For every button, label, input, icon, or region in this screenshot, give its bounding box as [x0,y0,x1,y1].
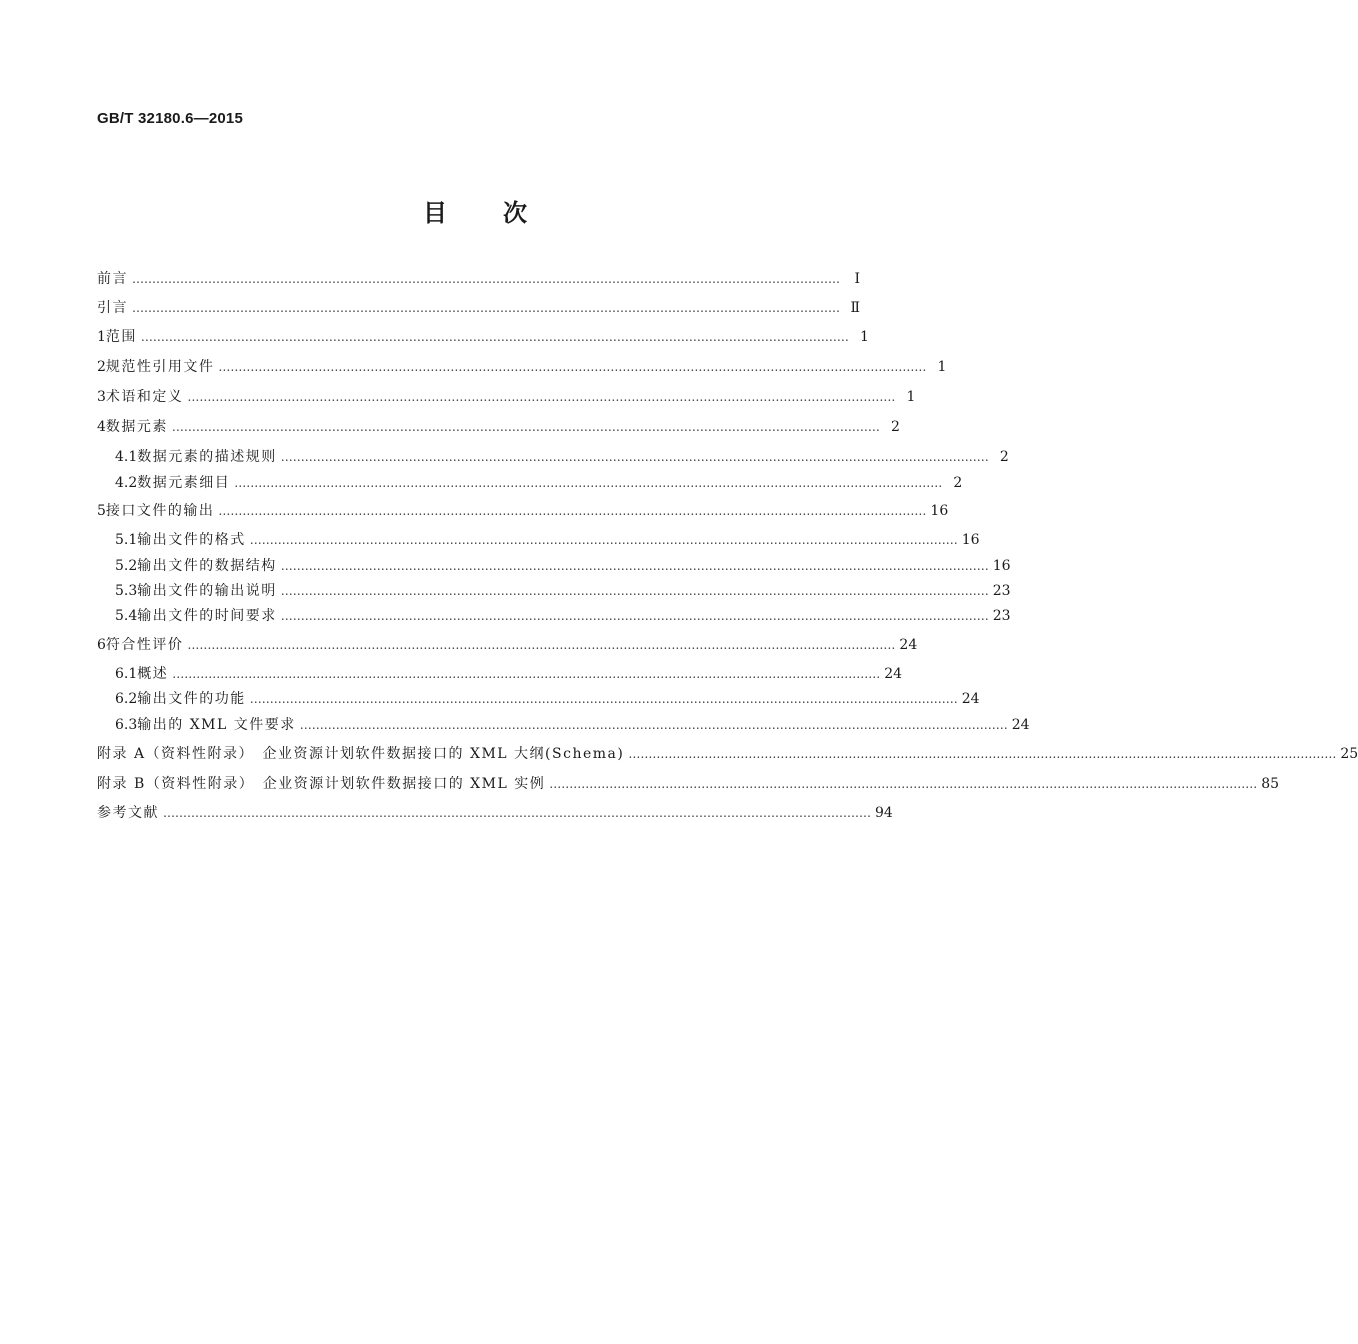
toc-page-number: 94 [875,805,893,821]
standard-id: GB/T 32180.6—2015 [97,110,243,127]
toc-page-number: 1 [860,329,869,345]
toc-leader-dots: …………………………………………………………………………………………………………………………………………………………… [132,272,840,286]
toc-section-number: 4 [97,419,106,435]
toc-section-number: 4.1 [115,449,138,465]
toc-leader-dots: …………………………………………………………………………………………………………………………………………………………… [549,777,1258,791]
toc-leader-dots: …………………………………………………………………………………………………………………………………………………………… [628,747,1337,761]
toc-leader-dots: …………………………………………………………………………………………………………………………………………………………… [218,360,927,374]
toc-label: 接口文件的输出 [105,503,215,519]
toc-leader-dots: …………………………………………………………………………………………………………………………………………………………… [187,390,896,404]
toc-label: 前言 [97,271,128,287]
toc-label: 输出文件的数据结构 [137,558,277,574]
toc-label: 规范性引用文件 [105,359,215,375]
toc-label: 概述 [137,666,169,682]
toc-entry-annex-b[interactable] [97,773,1280,795]
toc-leader-dots: …………………………………………………………………………………………………………………………………………………………… [218,504,927,518]
toc-label: 输出文件的功能 [137,691,246,707]
toc-label: 范围 [105,329,137,345]
toc-page-number: 1 [906,389,916,405]
toc-section-number: 6 [97,637,106,653]
toc-label: 输出文件的输出说明 [137,583,277,599]
toc-section-number: 5.3 [115,583,138,599]
toc-label: 符合性评价 [105,637,184,653]
toc-section-number: 6.2 [115,691,138,707]
toc-leader-dots: …………………………………………………………………………………………………………………………………………………………… [140,330,849,344]
toc-page-number: 24 [899,637,918,653]
toc-page-number: 24 [1011,717,1030,733]
toc-entry-bibliography[interactable] [97,802,893,824]
toc-leader-dots: …………………………………………………………………………………………………………………………………………………………… [249,533,958,547]
toc-entry-6[interactable] [97,634,918,656]
toc-label: 数据元素 [105,419,168,435]
toc-label: 附录 B（资料性附录） 企业资源计划软件数据接口的 XML 实例 [97,776,546,792]
toc-page-number: 24 [884,666,903,682]
toc-label: 输出的 XML 文件要求 [137,717,296,733]
toc-leader-dots: …………………………………………………………………………………………………………………………………………………………… [280,609,989,623]
toc-leader-dots: …………………………………………………………………………………………………………………………………………………………… [172,667,881,681]
toc-leader-dots: …………………………………………………………………………………………………………………………………………………………… [280,450,989,464]
toc-page-number: 16 [961,532,980,548]
toc-label: 参考文献 [97,805,159,821]
toc-page-number: 24 [961,691,980,707]
toc-page-number: 85 [1261,776,1280,792]
toc-section-number: 6.1 [115,666,138,682]
toc-page-number: 25 [1340,746,1358,762]
toc-leader-dots: …………………………………………………………………………………………………………………………………………………………… [249,692,958,706]
toc-leader-dots: …………………………………………………………………………………………………………………………………………………………… [132,301,840,315]
toc-entry-5-1[interactable] [115,529,980,551]
title-char-2: 次 [503,199,527,227]
toc-entry-5-3[interactable] [115,580,1011,602]
toc-entry-1[interactable] [97,326,869,348]
toc-page-number: 2 [999,449,1009,465]
toc-section-number: 4.2 [115,475,138,491]
toc-section-number: 5 [97,503,106,519]
page-title [0,193,950,228]
toc-section-number: 5.1 [115,532,138,548]
toc-label: 输出文件的格式 [137,532,246,548]
toc-label: 数据元素细目 [137,475,231,491]
toc-label: 输出文件的时间要求 [137,608,277,624]
toc-section-number: 5.2 [115,558,138,574]
toc-entry-6-1[interactable] [115,663,903,685]
toc-entry-foreword[interactable] [97,268,860,290]
toc-leader-dots: …………………………………………………………………………………………………………………………………………………………… [234,476,943,490]
toc-entry-6-3[interactable] [115,714,1030,736]
toc-label: 数据元素的描述规则 [137,449,277,465]
toc-leader-dots: …………………………………………………………………………………………………………………………………………………………… [171,420,880,434]
toc-entry-4-1[interactable] [115,446,1009,468]
toc-entry-5-2[interactable] [115,555,1011,577]
toc-page-number: 1 [937,359,947,375]
toc-leader-dots: …………………………………………………………………………………………………………………………………………………………… [280,559,989,573]
toc-section-number: 6.3 [115,717,138,733]
toc-entry-5-4[interactable] [115,605,1011,627]
toc-entry-2[interactable] [97,356,947,378]
toc-leader-dots: …………………………………………………………………………………………………………………………………………………………… [280,584,989,598]
toc-entry-6-2[interactable] [115,688,980,710]
toc-page-number: 16 [992,558,1011,574]
title-char-1: 目 [423,199,447,227]
toc-section-number: 3 [97,389,106,405]
toc-entry-4[interactable] [97,416,900,438]
toc-page-number: 23 [992,583,1011,599]
toc-entry-annex-a[interactable] [97,743,1358,765]
toc-page-number: 2 [953,475,963,491]
toc-page-number: 23 [992,608,1011,624]
toc-entry-3[interactable] [97,386,916,408]
toc-label: 附录 A（资料性附录） 企业资源计划软件数据接口的 XML 大纲(Schema) [97,746,625,762]
toc-page-number: Ⅱ [850,300,860,316]
toc-section-number: 5.4 [115,608,138,624]
toc-entry-5[interactable] [97,500,949,522]
toc-section-number: 2 [97,359,106,375]
toc-entry-4-2[interactable] [115,472,963,494]
toc-label: 引言 [97,300,128,316]
toc-leader-dots: …………………………………………………………………………………………………………………………………………………………… [299,718,1008,732]
toc-page-number: 2 [891,419,900,435]
toc-entry-introduction[interactable] [97,297,860,319]
toc-section-number: 1 [97,329,106,345]
toc-page-number: 16 [930,503,949,519]
toc-leader-dots: …………………………………………………………………………………………………………………………………………………………… [187,638,896,652]
toc-page-number: Ⅰ [854,271,860,287]
toc-leader-dots: …………………………………………………………………………………………………………………………………………………………… [163,806,871,820]
toc-label: 术语和定义 [105,389,184,405]
